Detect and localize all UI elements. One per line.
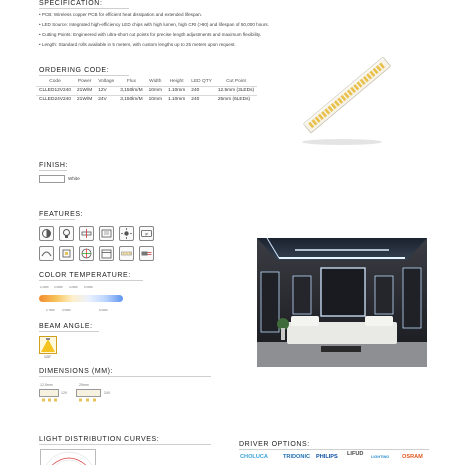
table-cell: 3,150lm/M — [120, 97, 143, 102]
table-cell: 12V — [98, 88, 107, 93]
bulb-icon — [59, 226, 74, 241]
col-code: Code — [49, 79, 61, 84]
led-chip-icon — [59, 246, 74, 261]
table-row — [36, 87, 257, 96]
dimension-cut-12v: 12.5mm — [40, 383, 53, 387]
table-cell: 240 — [191, 88, 200, 93]
dimmable-icon — [39, 226, 54, 241]
table-cell: 12.5mm (3LEDs) — [217, 88, 255, 93]
specification-heading: SPECIFICATION: — [39, 0, 129, 9]
spec-bullet-led-source: • LED Source: Integrated high-efficiency LED chips with high lumen, high CRI (>90) and lifespan of 50,000 hours. — [39, 22, 269, 27]
table-cell: 240 — [191, 97, 200, 102]
driver-logo-osram: OSRAM — [402, 454, 423, 460]
col-led-qty: LED QTY — [191, 79, 212, 84]
table-cell: 21W/M — [77, 88, 93, 93]
table-cell: 1.10mm — [167, 88, 186, 93]
col-width: Width — [149, 79, 162, 84]
cct-tick-2700k: 2,700K — [46, 308, 55, 312]
ordering-heading: ORDERING CODE: — [39, 67, 129, 76]
light-icon — [119, 226, 134, 241]
finish-swatch-white — [39, 175, 65, 183]
col-cut-point: Cut Point — [226, 79, 246, 84]
beam-angle-icon — [39, 336, 57, 354]
led-strip-product-image — [300, 52, 394, 150]
dimension-strip-12v — [39, 389, 59, 397]
calendar-icon — [99, 246, 114, 261]
spec-bullet-length: • Length: Standard rolls available in 5 meters, with custom lengths up to 25 meters upon request. — [39, 42, 236, 47]
cut-icon — [79, 226, 94, 241]
cct-tick-4000k: 4,000K — [69, 285, 78, 289]
dimension-cut-24v: 25mm — [79, 383, 89, 387]
table-cell: 3,150lm/M — [120, 88, 143, 93]
driver-logo-lighting: LIGHTING — [371, 455, 390, 459]
driver-logo-philips: PHILIPS — [316, 454, 338, 460]
ip20-icon — [139, 226, 154, 241]
light-distribution-heading: LIGHT DISTRIBUTION CURVES: — [39, 436, 211, 445]
finish-label: White — [68, 176, 80, 181]
table-cell: 1.10mm — [167, 97, 186, 102]
ordering-table — [36, 78, 257, 104]
cct-tick-2200k: 2,200K — [40, 285, 49, 289]
spec-bullet-pcb: • PCB: Wireless copper PCB for efficient heat dissipation and extended lifespan. — [39, 12, 202, 17]
finish-heading: FINISH: — [39, 162, 69, 169]
cri-icon — [79, 246, 94, 261]
dimensions-heading: DIMENSIONS (MM): — [39, 368, 211, 377]
cct-tick-6500k: 6,500K — [99, 308, 108, 312]
col-power: Power — [77, 79, 92, 84]
table-cell: 25mm (6LEDs) — [217, 97, 251, 102]
beam-angle-value: 120° — [44, 355, 52, 359]
features-heading: FEATURES: — [39, 211, 84, 218]
table-cell: CLLED24V240 — [39, 97, 72, 102]
table-cell: 10mm — [148, 97, 162, 102]
driver-logo-lifud: LIFUD — [347, 451, 364, 457]
flexible-icon — [39, 246, 54, 261]
dimension-strip-24v — [76, 389, 101, 397]
color-temperature-heading: COLOR TEMPERATURE: — [39, 272, 143, 281]
col-flux: Flux — [126, 79, 136, 84]
table-row — [36, 96, 257, 105]
table-cell: 24V — [98, 97, 107, 102]
dimension-voltage-24v: 24V — [104, 391, 111, 395]
col-voltage: Voltage — [98, 79, 115, 84]
dimension-voltage-12v: 12V — [61, 391, 68, 395]
col-height: Height — [169, 79, 184, 84]
spec-bullet-cutting-points: • Cutting Points: Engineered with ultra-short cut points for precise length adjustments and maximum flexibility. — [39, 32, 262, 37]
beam-angle-heading: BEAM ANGLE: — [39, 323, 99, 332]
driver-options-heading: DRIVER OPTIONS: — [239, 441, 429, 450]
table-header-row — [36, 78, 257, 87]
specification-list — [39, 12, 269, 47]
driver-logo-choluca: CHOLUCA — [240, 454, 268, 460]
color-temperature-gradient — [39, 295, 123, 302]
cct-tick-3000k: 3,000K — [54, 285, 63, 289]
table-cell: 21W/M — [77, 97, 93, 102]
cct-tick-3500k: 3,500K — [62, 308, 71, 312]
heat-icon — [99, 226, 114, 241]
cct-tick-5000k: 5,000K — [84, 285, 93, 289]
svg-text:IP: IP — [144, 231, 149, 237]
driver-logo-tridonic: TRIDONIC — [283, 454, 311, 460]
application-photo — [257, 238, 427, 367]
table-cell: 10mm — [148, 88, 162, 93]
wiring-icon — [139, 246, 154, 261]
strip-icon — [119, 246, 134, 261]
table-cell: CLLED12V240 — [39, 88, 72, 93]
light-distribution-chart — [40, 449, 96, 465]
